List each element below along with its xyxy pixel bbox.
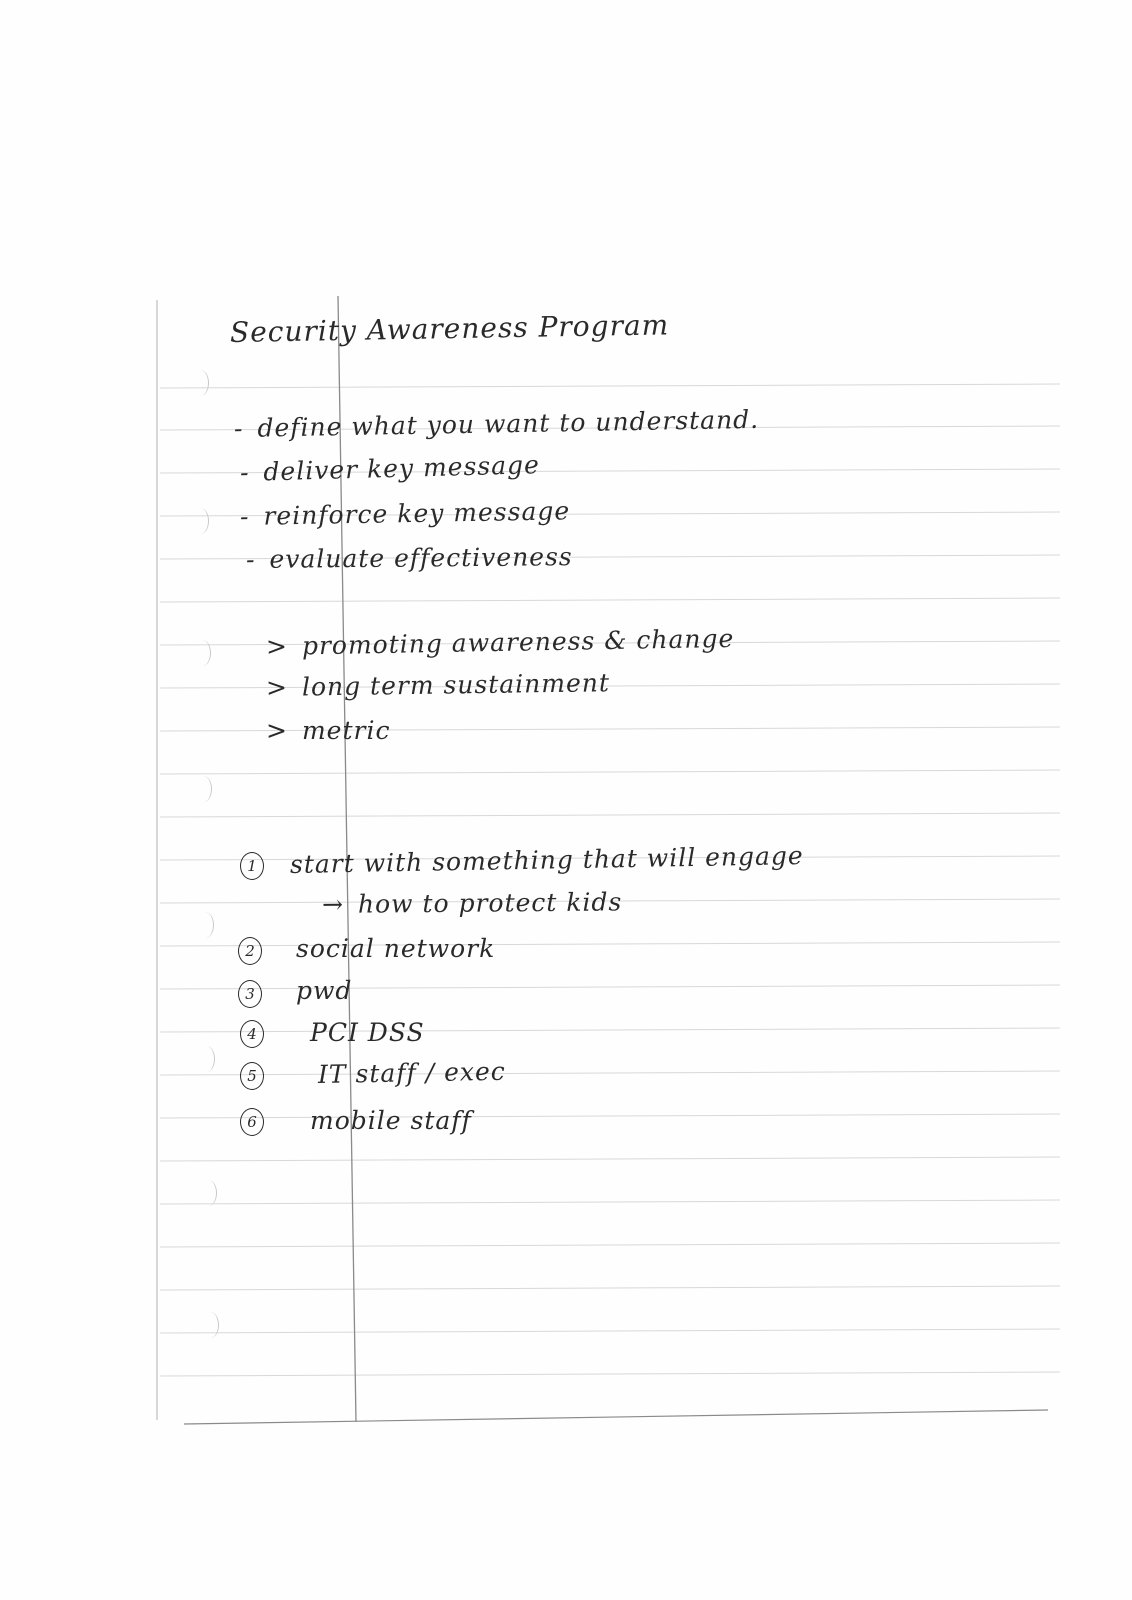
topic-text: mobile staff [310, 1106, 472, 1135]
topic-subtext: how to protect kids [357, 887, 623, 919]
point-item [266, 716, 390, 745]
step-item [246, 542, 573, 574]
topic-text: IT staff / exec [317, 1056, 507, 1089]
step-text: define what you want to understand. [257, 404, 760, 443]
binder-hole [192, 508, 209, 534]
arrow-marker: > [266, 716, 288, 745]
arrow-marker: > [265, 631, 289, 661]
arrow-right-icon: → [321, 889, 345, 919]
topic-subitem [322, 887, 623, 919]
page-title: Security Awareness Program [229, 308, 670, 349]
step-text: evaluate effectiveness [269, 542, 573, 574]
point-text: metric [301, 716, 391, 745]
topic-text: start with something that will engage [289, 841, 804, 879]
dash-marker: - [245, 544, 256, 574]
arrow-marker: > [265, 672, 289, 702]
binder-hole [197, 912, 214, 938]
binder-hole [194, 640, 211, 666]
topic-text: PCI DSS [310, 1018, 425, 1047]
topic-number: 2 [238, 937, 262, 965]
topic-number: 3 [238, 980, 262, 1008]
binder-hole [195, 776, 212, 802]
topic-text: social network [296, 934, 496, 963]
point-item [266, 668, 610, 702]
topic-number: 5 [240, 1062, 264, 1090]
topic-number: 4 [240, 1020, 264, 1048]
point-text: promoting awareness & change [301, 623, 735, 661]
step-text: reinforce key message [263, 496, 571, 531]
dash-marker: - [239, 457, 250, 487]
dash-marker: - [239, 501, 250, 531]
topic-number: 1 [240, 852, 264, 880]
step-item [240, 496, 571, 531]
step-text: deliver key message [263, 450, 541, 487]
binder-hole [202, 1312, 219, 1338]
point-text: long term sustainment [301, 668, 611, 702]
binder-hole [192, 370, 209, 396]
topic-number: 6 [240, 1108, 264, 1136]
binder-hole [200, 1180, 217, 1206]
binder-hole [198, 1046, 215, 1072]
topic-text: pwd [296, 976, 353, 1005]
dash-marker: - [233, 413, 244, 443]
